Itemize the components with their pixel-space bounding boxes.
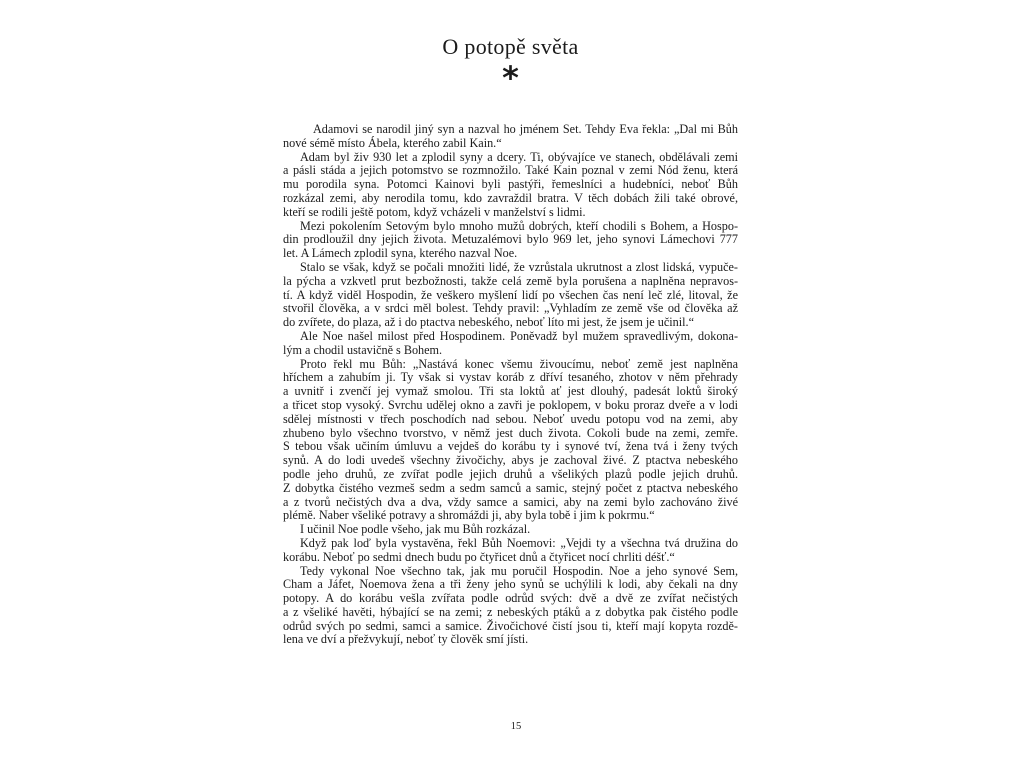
text-line: I učinil Noe podle všeho, jak mu Bůh rozkázal. <box>300 522 531 537</box>
text-line: odrůd svých po sedmi, samci a samice. Živočichové čistí jsou ti, kteří mají kopyta rozdě- <box>283 618 738 633</box>
text-line: din prodloužil dny jejich života. Metuzalémovi bylo 969 let, jeho synovi Lámechovi 777 <box>283 232 738 247</box>
text-line: a z tvorů nečistých dva a dva, vždy samce a samici, aby na zemi bylo zachováno živé <box>283 494 738 509</box>
paragraph <box>283 261 738 330</box>
paragraph <box>283 523 738 537</box>
text-line: Adam byl živ 930 let a zplodil syny a dcery. Ti, obývajíce ve stanech, obdělávali zemi <box>300 149 738 164</box>
page-title: O potopě světa <box>442 34 579 59</box>
text-line: Ale Noe našel milost před Hospodinem. Poněvadž byl mužem spravedlivým, dokona- <box>300 328 738 343</box>
body-text <box>283 123 738 647</box>
paragraph <box>283 358 738 524</box>
text-line: do zvířete, do plaza, až i do ptactva nebeského, neboť líto mi jest, že jsem je učinil.“ <box>283 315 694 330</box>
paragraph <box>283 565 738 648</box>
text-line: hříchem a zahubím ji. Ty však si vystav koráb z dříví tesaného, zhotov v něm přehrady <box>283 370 738 385</box>
text-line: rozkázal zemi, aby nerodila tomu, kdo zavraždil bratra. V těch dobách žili také obrové, <box>283 190 738 205</box>
text-line: tí. A když viděl Hospodin, že veškero myšlení lidí po všechen čas není leč zlé, litoval, že <box>283 287 738 302</box>
ornament-asterisk: * <box>502 59 519 97</box>
paragraph <box>283 123 738 151</box>
paragraph <box>283 151 738 220</box>
paragraph <box>283 330 738 358</box>
text-line: a uvnitř i zvenčí jej vymaž smolou. Tři sta loktů ať jest dlouhý, padesát loktů široký <box>283 384 738 399</box>
text-line: Když pak loď byla vystavěna, řekl Bůh Noemovi: „Vejdi ty a všechna tvá družina do <box>300 535 738 550</box>
text-line: zhubeno bylo všechno tvorstvo, v němž jest duch života. Cokoli bude na zemi, zemře. <box>283 425 738 440</box>
text-line: a pásli stáda a jejich potomstvo se rozmnožilo. Také Kain poznal v zemi Nód ženu, která <box>283 163 738 178</box>
paragraph <box>283 537 738 565</box>
text-line: nové sémě místo Ábela, kterého zabil Kain.“ <box>283 135 502 150</box>
text-line: Adamovi se narodil jiný syn a nazval ho jménem Set. Tehdy Eva řekla: „Dal mi Bůh <box>313 122 738 136</box>
text-line: Mezi pokolením Setovým bylo mnoho mužů dobrých, kteří chodili s Bohem, a Hospo- <box>300 218 738 233</box>
text-line: Tedy vykonal Noe všechno tak, jak mu poručil Hospodin. Noe a jeho synové Sem, <box>300 563 738 578</box>
text-line: sdělej místnosti v třech poschodích nad sebou. Neboť uvedu potopu vod na zemi, aby <box>283 411 738 426</box>
text-line: lena ve dví a přežvykují, neboť ty člověk smí jísti. <box>283 632 529 647</box>
page-number: 15 <box>510 721 522 732</box>
text-line: synů. A do lodi uvedeš všechny živočichy, abys je zachoval živé. Z ptactva nebeského <box>283 453 738 468</box>
text-line: lým a chodil ustavičně s Bohem. <box>283 342 443 357</box>
text-line: korábu. Neboť po sedmi dnech budu po čtyřicet dnů a čtyřicet nocí chrliti déšť.“ <box>283 549 675 564</box>
text-line: mu porodila syna. Potomci Kainovi byli pastýři, řemeslníci a hudebníci, neboť Bůh <box>283 177 738 192</box>
text-line: S tebou však učiním úmluvu a vejdeš do korábu ty i synové tví, žena tvá i ženy tvých <box>283 439 738 454</box>
text-line: potopy. A do korábu vešla zvířata podle odrůd svých: dvě a dvě ze zvířat nečistých <box>283 591 738 606</box>
text-line: Proto řekl mu Bůh: „Nastává konec všemu živoucímu, neboť země jest naplněna <box>300 356 738 371</box>
text-line: kteří se rodili ještě potom, když vcházeli v manželství s lidmi. <box>283 204 586 219</box>
text-line: a z všeliké havěti, hýbající se na zemi; z nebeských ptáků a z dobytka pak čistého podle <box>283 604 738 619</box>
text-line: stvořil člověka, a v srdci měl bolest. Tehdy pravil: „Vyhladím ze země vše od člověka až <box>283 301 738 316</box>
text-line: plémě. Naber všeliké potravy a shromáždi ji, aby byla tobě i jim k pokrmu.“ <box>283 508 655 523</box>
text-line: la pýcha a vzkvetl prut bezbožnosti, takže celá země byla porušena a naplněna nepravos- <box>283 273 738 288</box>
text-line: podle jeho druhů, ze zvířat podle jejich druhů a všelikých plazů podle jejich druhů. <box>283 466 738 481</box>
text-line: Stalo se však, když se počali množiti lidé, že vzrůstala ukrutnost a zlost lidská, vypuče- <box>300 259 738 274</box>
text-line: a třicet stop vysoký. Svrchu udělej okno a zavři je poklopem, v boku proraz dveře a v lodi <box>283 397 738 412</box>
text-line: Z dobytka čistého vezmeš sedm a sedm samců a samic, stejný počet z ptactva nebeského <box>283 480 738 495</box>
text-line: Cham a Jáfet, Noemova žena a tři ženy jeho synů se uchýlili k lodi, aby čekali na dny <box>283 577 738 592</box>
text-line: let. A Lámech zplodil syna, kterého nazval Noe. <box>283 246 518 261</box>
paragraph <box>283 220 738 261</box>
